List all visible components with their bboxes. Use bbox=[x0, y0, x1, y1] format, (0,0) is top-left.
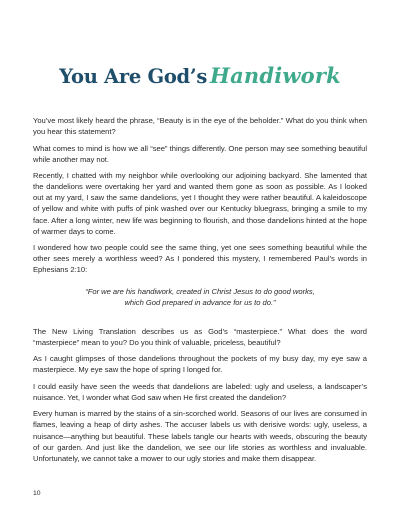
paragraph: Every human is marred by the stains of a sin-scorched world. Seasons of our lives are consumed in flames, leaving a heap of dirty ashes. The accuser labels us with derisive words: ugly, useless, a nuisance—anything but beautiful. These labels tangle our hearts with weeds, obscuring the beauty of our garden. And just like the dandelion, we see our life stories as worthless and invaluable. Unfortunately, we cannot take a mower to our ugly stories and make them disappear. bbox=[33, 409, 367, 463]
paragraph: I could easily have seen the weeds that dandelions are labeled: ugly and useless, a landscaper’s nuisance. Yet, I wonder what God saw when He first created the dandelion? bbox=[33, 381, 367, 402]
paragraph: Recently, I chatted with my neighbor while overlooking our adjoining backyard. She lamented that the dandelions were overtaking her yard and wanted them gone as soon as possible. As I looked out at my yard, I saw the same dandelions, yet I thought they were rather beautiful. A kaleidoscope of yellow and white with puffs of pink washed over our Kentucky bluegrass, bringing a smile to my face. After a long winter, new life was beginning to flourish, and those dandelions hinted at the hope of warmer days to come. bbox=[33, 171, 367, 236]
quote-line: “For we are his handiwork, created in Christ Jesus to do good works, bbox=[85, 287, 315, 297]
scripture-quote bbox=[33, 286, 367, 308]
paragraph: You’ve most likely heard the phrase, “Beauty is in the eye of the beholder.” What do you think when you hear this statement? bbox=[33, 116, 367, 137]
page-number: 10 bbox=[33, 490, 41, 497]
page-title bbox=[33, 58, 367, 88]
paragraph: I wondered how two people could see the same thing, yet one sees something beautiful while the other sees merely a worthless weed? As I pondered this mystery, I remembered Paul’s words in Ephesians 2:10: bbox=[33, 243, 367, 275]
quote-line: which God prepared in advance for us to do.” bbox=[124, 298, 276, 308]
paragraph: What comes to mind is how we all “see” things differently. One person may see something beautiful while another may not. bbox=[33, 143, 367, 164]
paragraph: As I caught glimpses of those dandelions throughout the pockets of my busy day, my eye saw a masterpiece. My eye saw the hope of spring I longed for. bbox=[33, 354, 367, 375]
title-script-text: Handiwork bbox=[210, 63, 341, 88]
title-main-text: You Are God’s bbox=[59, 65, 208, 88]
paragraph: The New Living Translation describes us as God’s “masterpiece.” What does the word “masterpiece” mean to you? Do you think of valuable, priceless, beautiful? bbox=[33, 326, 367, 347]
article-body bbox=[33, 115, 367, 464]
